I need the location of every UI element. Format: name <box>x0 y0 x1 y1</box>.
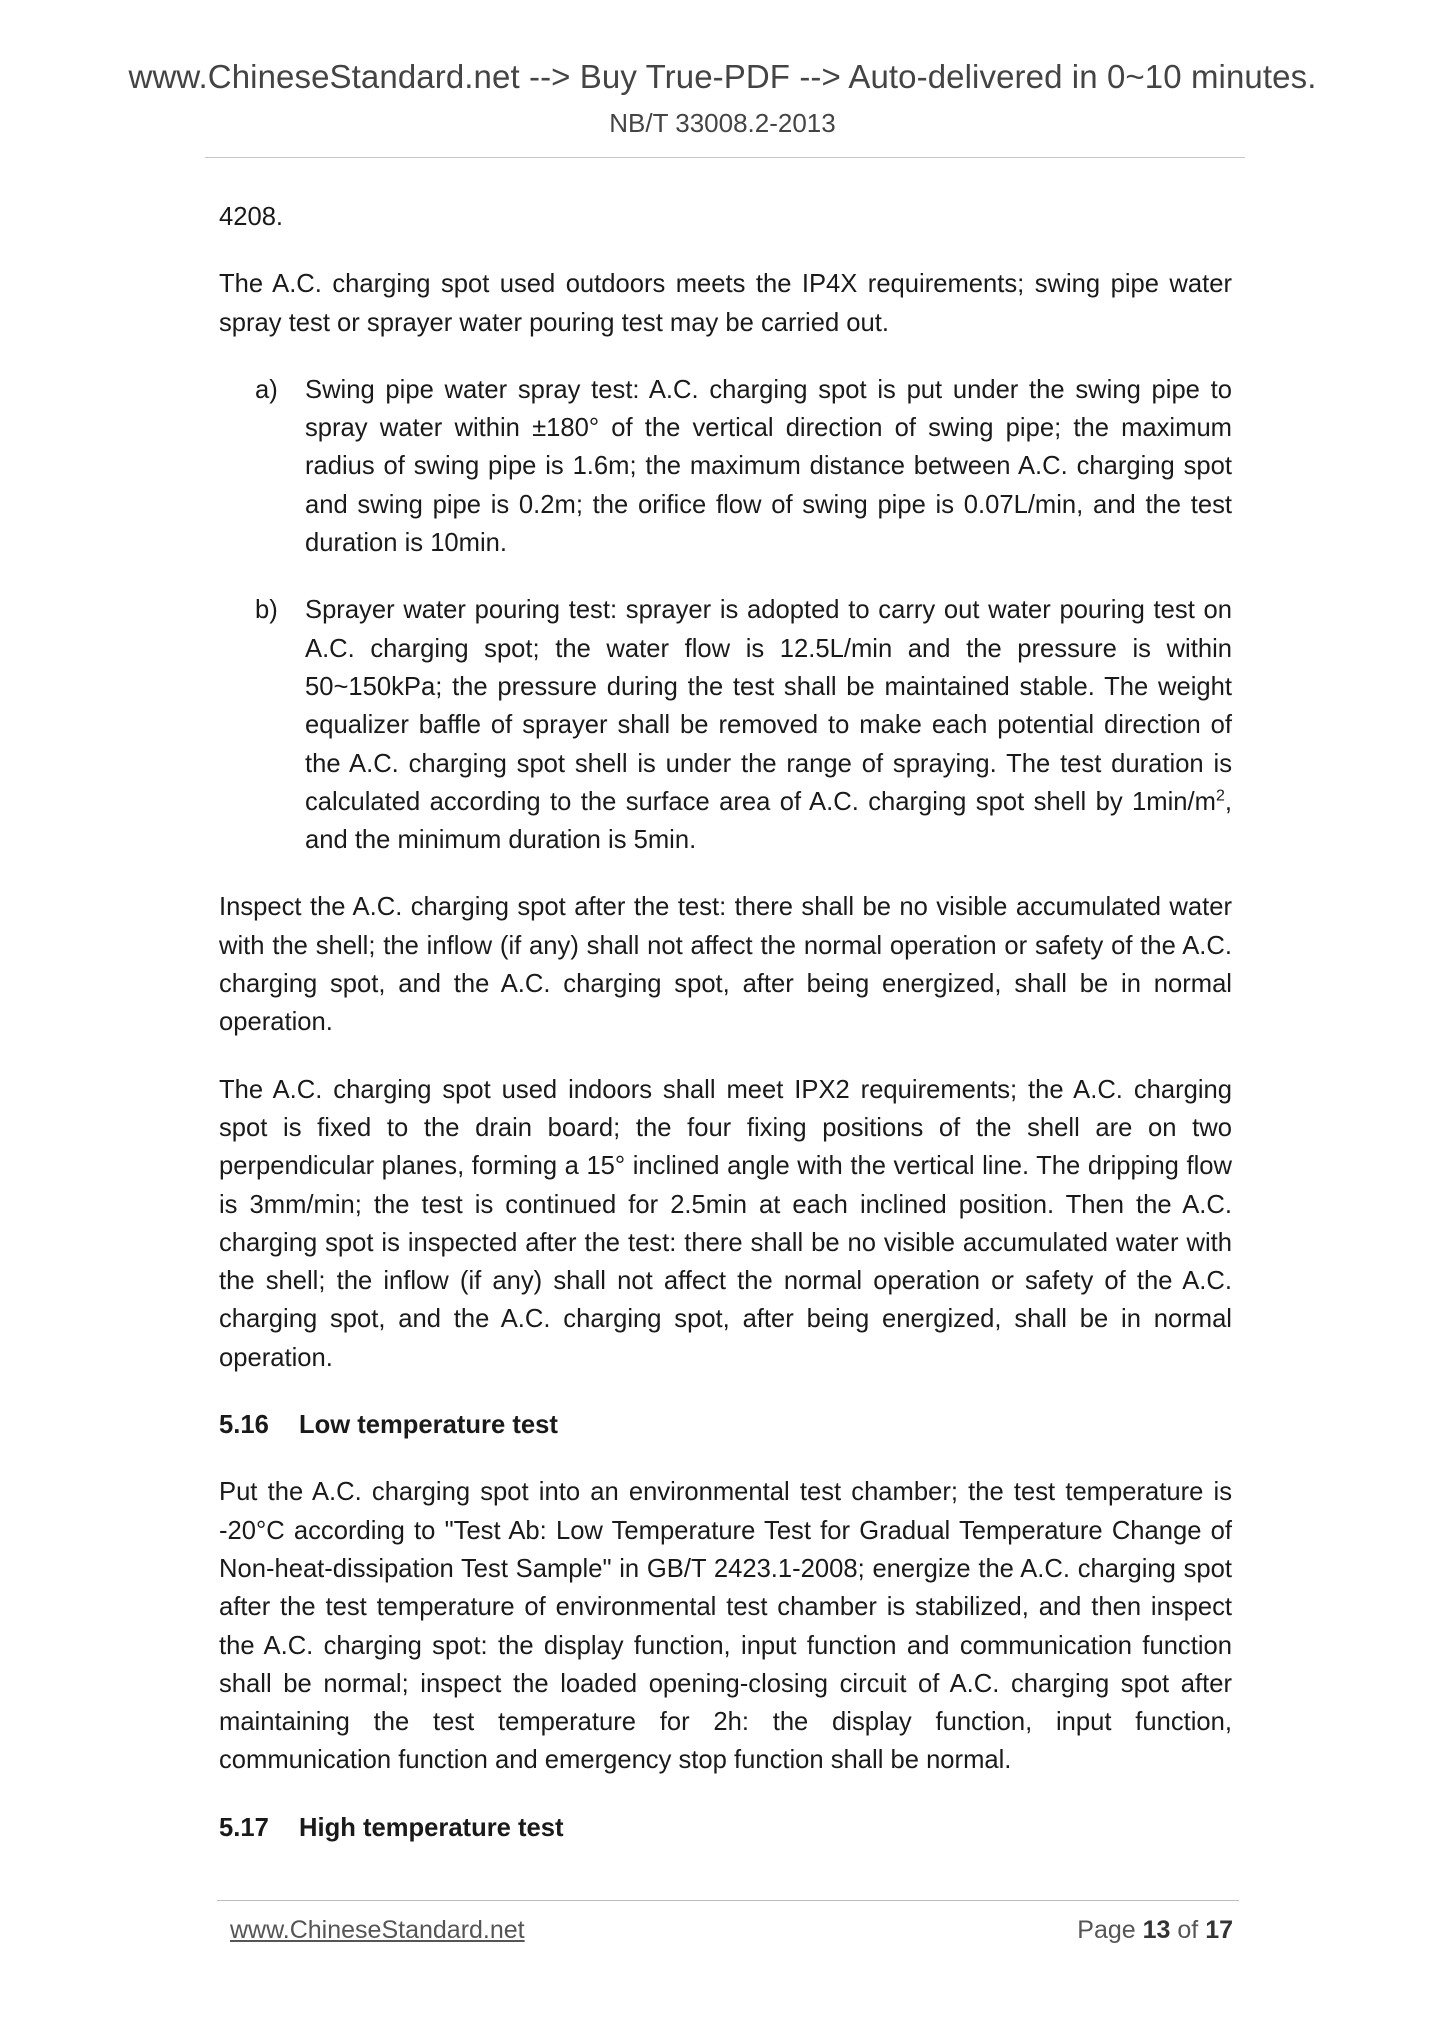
page-of: of <box>1177 1916 1199 1944</box>
outdoor-intro-paragraph: The A.C. charging spot used outdoors meets the IP4X requirements; swing pipe water spray test or sprayer water pouring test may be carried out. <box>219 270 1232 337</box>
section-title-5-17: High temperature test <box>299 1813 564 1842</box>
page-indicator <box>1077 1916 1233 1945</box>
footer-divider <box>217 1900 1239 1901</box>
inspect-paragraph: Inspect the A.C. charging spot after the test: there shall be no visible accumulated water with the shell; the inflow (if any) shall not affect the normal operation or safety of the A.C. charging spot, and the A.C. charging spot, after being energized, shall be in normal operation. <box>219 893 1232 1037</box>
page-current: 13 <box>1142 1916 1171 1944</box>
section-title-5-16: Low temperature test <box>299 1411 558 1440</box>
section-heading-5-16 <box>219 1406 1232 1444</box>
section-heading-5-17 <box>219 1809 1232 1847</box>
list-text-b-end: , and the minimum duration is 5min. <box>305 787 1232 855</box>
site-banner: www.ChineseStandard.net --> Buy True-PDF --> Auto-delivered in 0~10 minutes. <box>128 58 1317 95</box>
list-item-b <box>219 591 1232 859</box>
list-text-b: Sprayer water pouring test: sprayer is adopted to carry out water pouring test on A.C. charging spot; the water flow is 12.5L/min and the pressure is within 50~150kPa; the pressure during the test shall be maintained stable. The weight equalizer baffle of sprayer shall be removed to make each potential direction of the A.C. charging spot shell is under the range of spraying. The test duration is calculated according to the surface area of A.C. charging spot shell by 1min/m <box>305 596 1232 816</box>
footer-site-link[interactable]: www.ChineseStandard.net <box>230 1916 525 1944</box>
section-number-5-17: 5.17 <box>219 1813 269 1842</box>
header-divider <box>205 157 1245 158</box>
list-text-a: Swing pipe water spray test: A.C. charging spot is put under the swing pipe to spray water within ±180° of the vertical direction of swing pipe; the maximum radius of swing pipe is 1.6m; the maximum distance between A.C. charging spot and swing pipe is 0.2m; the orifice flow of swing pipe is 0.07L/min, and the test duration is 10min. <box>305 375 1232 558</box>
superscript-two: 2 <box>1215 787 1225 805</box>
page-content <box>219 198 1232 1847</box>
list-marker-a: a) <box>255 375 278 404</box>
page-total: 17 <box>1205 1916 1233 1944</box>
continued-fragment: 4208. <box>219 203 284 231</box>
section-number-5-16: 5.16 <box>219 1411 269 1440</box>
indoor-paragraph: The A.C. charging spot used indoors shall meet IPX2 requirements; the A.C. charging spot is fixed to the drain board; the four fixing positions of the shell are on two perpendicular planes, forming a 15° inclined angle with the vertical line. The dripping flow is 3mm/min; the test is continued for 2.5min at each inclined position. Then the A.C. charging spot is inspected after the test: there shall be no visible accumulated water with the shell; the inflow (if any) shall not affect the normal operation or safety of the A.C. charging spot, and the A.C. charging spot, after being energized, shall be in normal operation. <box>219 1075 1232 1372</box>
standard-code: NB/T 33008.2-2013 <box>609 108 836 138</box>
list-item-a <box>219 371 1232 562</box>
low-temperature-paragraph: Put the A.C. charging spot into an environmental test chamber; the test temperature is -20°C according to "Test Ab: Low Temperature Test for Gradual Temperature Change of Non-heat-dissipation Test Sample" in GB/T 2423.1-2008; energize the A.C. charging spot after the test temperature of environmental test chamber is stabilized, and then inspect the A.C. charging spot: the display function, input function and communication function shall be normal; inspect the loaded opening-closing circuit of A.C. charging spot after maintaining the test temperature for 2h: the display function, input function, communication function and emergency stop function shall be normal. <box>219 1478 1232 1775</box>
page-label: Page <box>1077 1916 1136 1944</box>
list-marker-b: b) <box>255 596 278 625</box>
